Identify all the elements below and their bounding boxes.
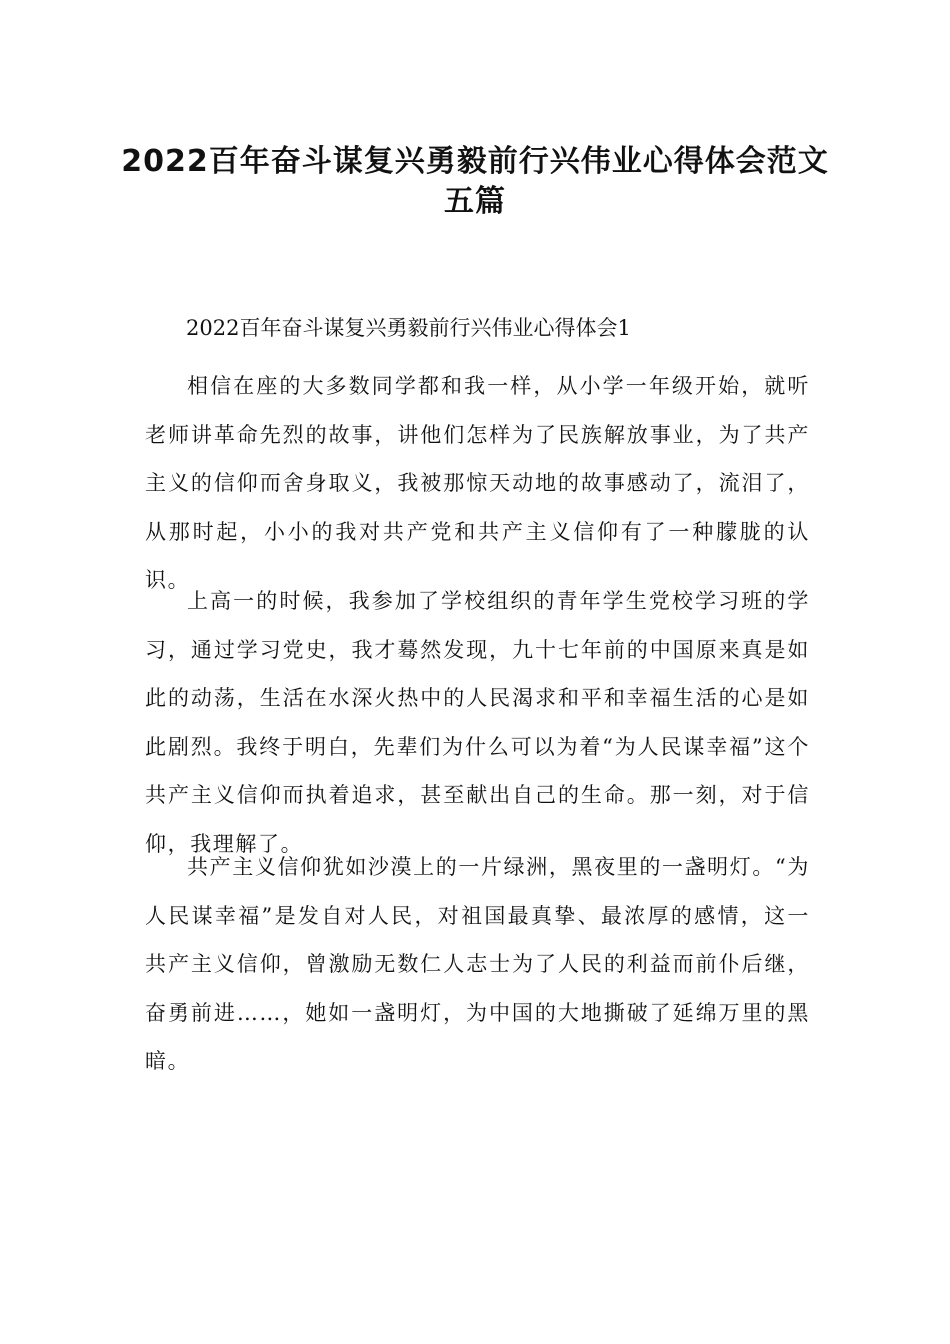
document-title-line-1: 2022百年奋斗谋复兴勇毅前行兴伟业心得体会范文 [121, 144, 829, 179]
document-title-line-2: 五篇 [444, 184, 506, 219]
paragraph-3: 共产主义信仰犹如沙漠上的一片绿洲，黑夜里的一盏明灯。“为人民谋幸福”是发自对人民，对祖国最真挚、最浓厚的感情，这一共产主义信仰，曾激励无数仁人志士为了人民的利益而前仆后继，奋勇前进……，她如一盏明灯，为中国的大地撕破了延绵万里的黑暗。 [145, 855, 810, 1073]
paragraph-2: 上高一的时候，我参加了学校组织的青年学生党校学习班的学习，通过学习党史，我才蓦然发现，九十七年前的中国原来真是如此的动荡，生活在水深火热中的人民渴求和平和幸福生活的心是如此剧烈。我终于明白，先辈们为什么可以为着“为人民谋幸福”这个共产主义信仰而执着追求，甚至献出自己的生命。那一刻，对于信仰，我理解了。 [145, 589, 810, 856]
section-heading: 2022百年奋斗谋复兴勇毅前行兴伟业心得体会1 [186, 316, 631, 340]
paragraph-1: 相信在座的大多数同学都和我一样，从小学一年级开始，就听老师讲革命先烈的故事，讲他们怎样为了民族解放事业，为了共产主义的信仰而舍身取义，我被那惊天动地的故事感动了，流泪了，从那时起，小小的我对共产党和共产主义信仰有了一种朦胧的认识。 [145, 374, 810, 592]
